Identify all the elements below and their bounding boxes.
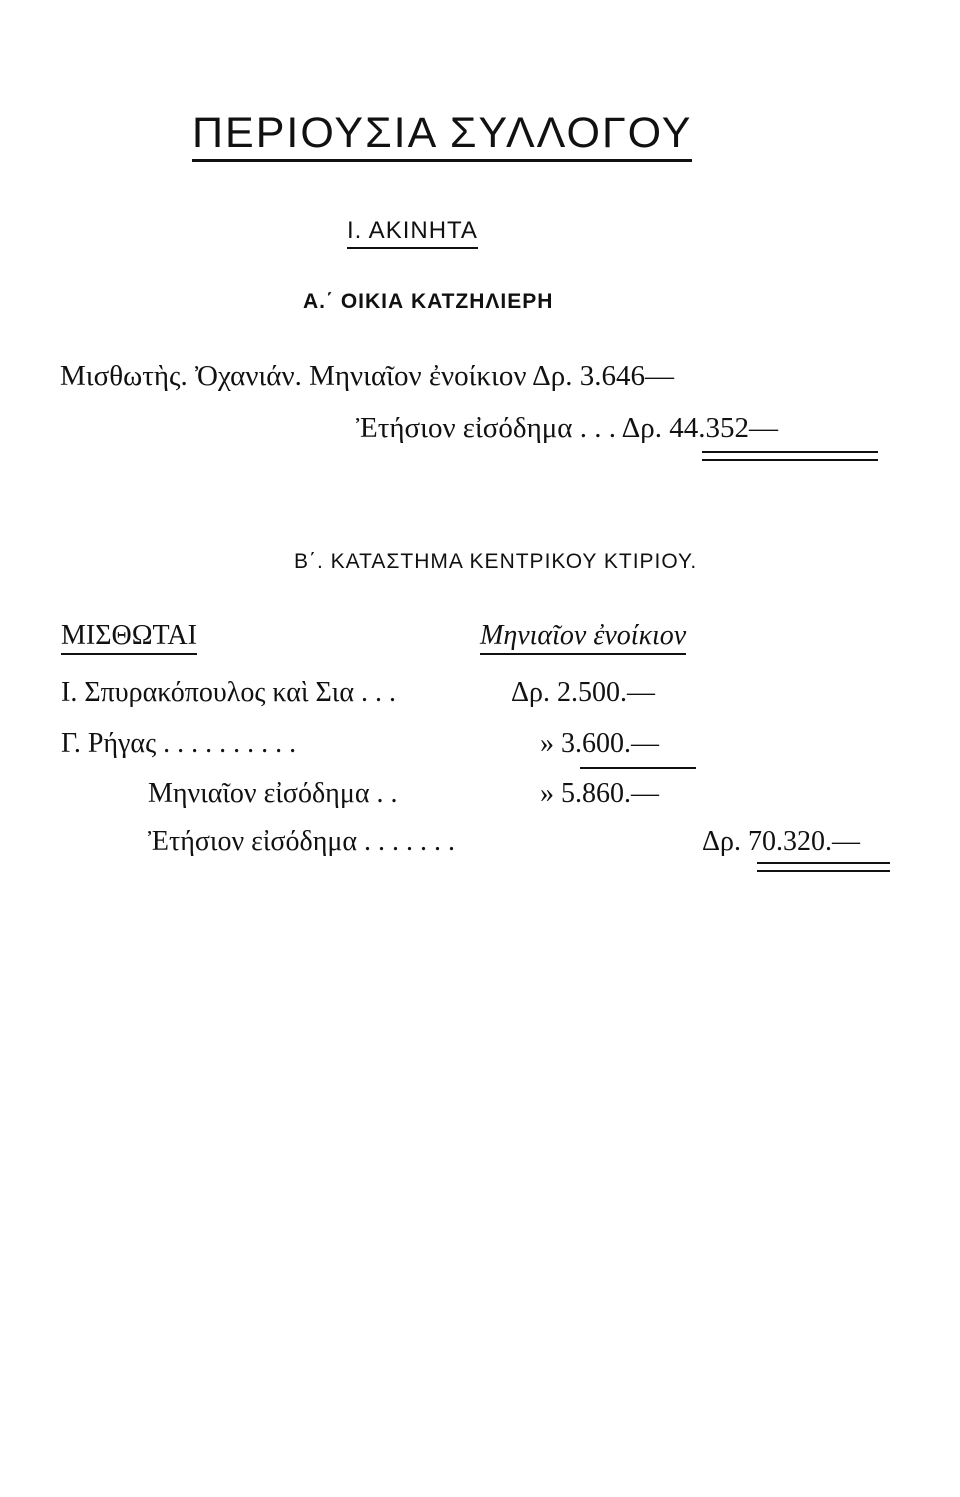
annual-income-amount-b: Δρ. 70.320.— xyxy=(702,826,860,857)
sum-underline xyxy=(580,767,696,769)
section-heading-i: Ι. ΑΚΙΝΗΤΑ xyxy=(347,219,478,249)
annual-income-label: Ἐτήσιον εἰσόδημα . . . xyxy=(356,412,616,444)
annual-income-line-a xyxy=(356,414,778,443)
subsection-heading-a: Α.΄ ΟΙΚΙΑ ΚΑΤΖΗΛΙΕΡΗ xyxy=(303,290,554,313)
monthly-income-label: Μηνιαῖον εἰσόδημα . . xyxy=(148,778,398,809)
tenant-rent-line: Μισθωτὴς. Ὀχανιάν. Μηνιαῖον ἐνοίκιον Δρ. 3.646— xyxy=(60,360,674,392)
tenant-row-amount: Δρ. 2.500.— xyxy=(511,677,655,708)
column-header-tenants: ΜΙΣΘΩΤΑΙ xyxy=(61,622,197,655)
tenant-row-label: Γ. Ρήγας . . . . . . . . . . xyxy=(61,728,297,759)
annual-income-label-b: Ἐτήσιον εἰσόδημα . . . . . . . xyxy=(148,826,456,857)
monthly-income-amount: » 5.860.— xyxy=(540,778,659,809)
annual-income-amount: Δρ. 44.352— xyxy=(621,412,779,444)
tenant-row-label: Ι. Σπυρακόπουλος καὶ Σια . . . xyxy=(61,677,396,708)
double-underline xyxy=(702,451,878,461)
page-title: ΠΕΡΙΟΥΣΙΑ ΣΥΛΛΟΓΟΥ xyxy=(192,112,692,162)
double-underline xyxy=(757,862,890,872)
subsection-heading-b: Β΄. ΚΑΤΑΣΤΗΜΑ ΚΕΝΤΡΙΚΟΥ ΚΤΙΡΙΟΥ. xyxy=(294,550,698,573)
column-header-monthly-rent: Μηνιαῖον ἐνοίκιον xyxy=(480,622,686,655)
tenant-row-amount: » 3.600.— xyxy=(540,728,659,759)
